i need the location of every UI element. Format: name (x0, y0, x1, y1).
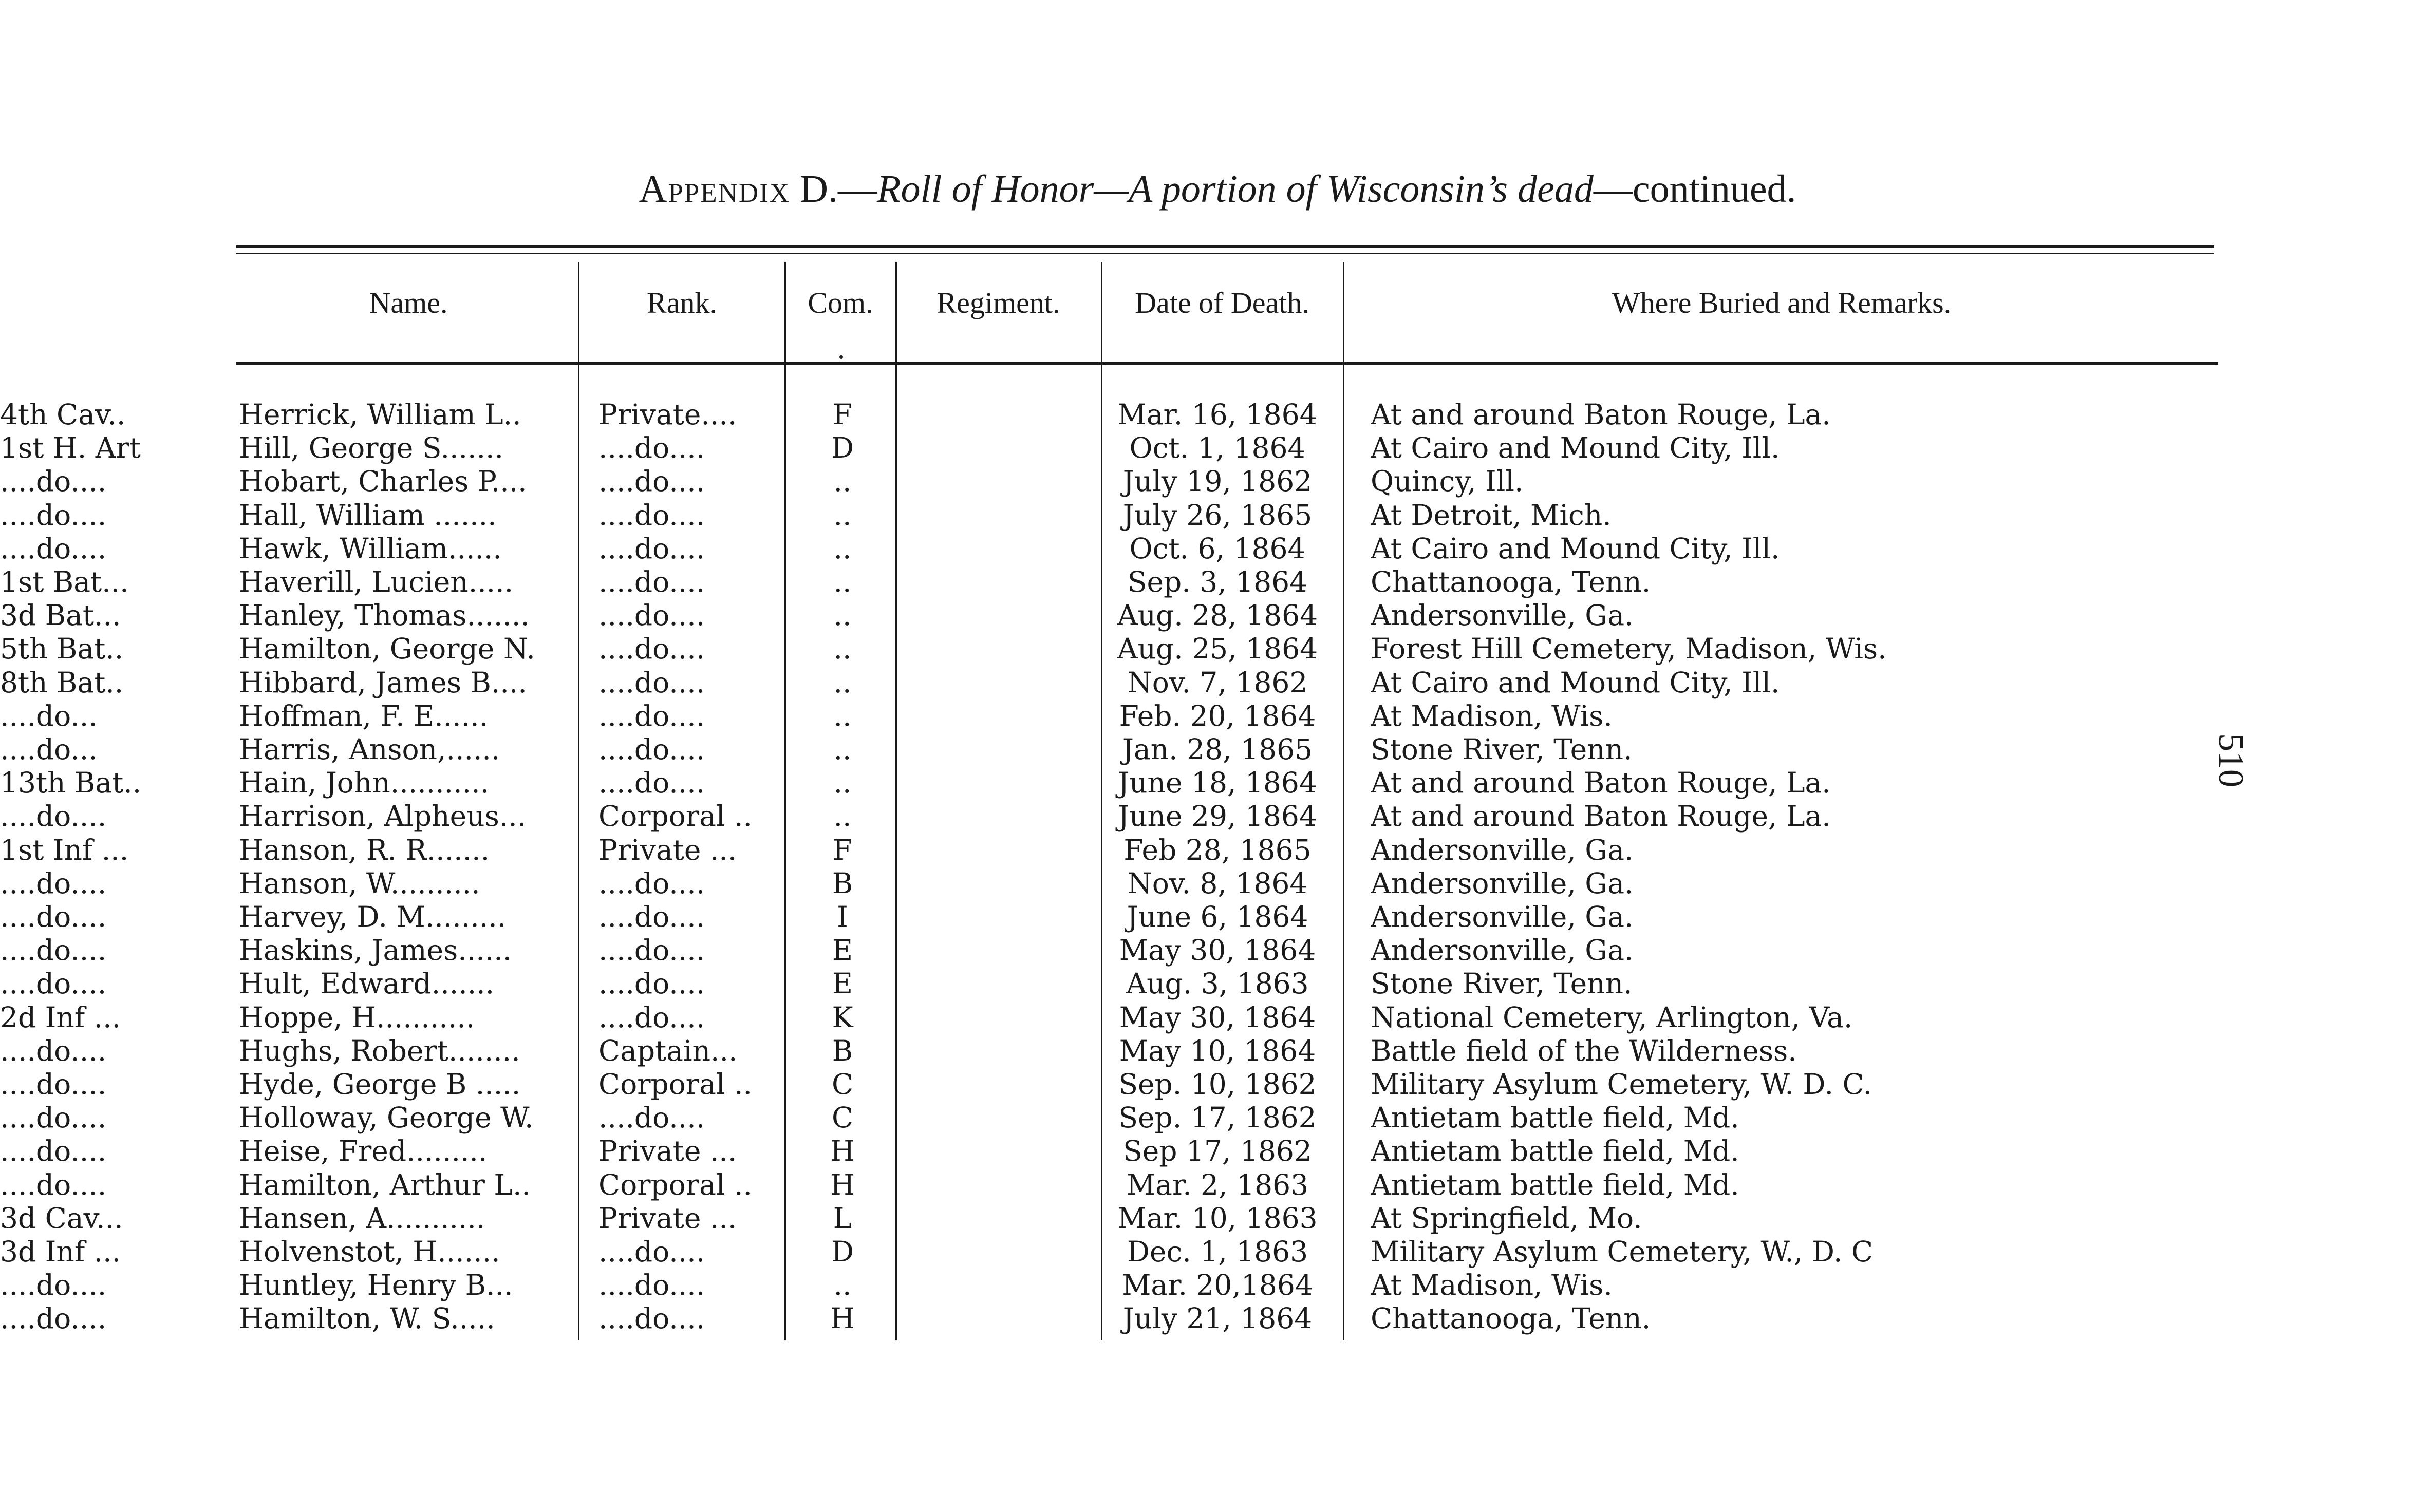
cell-burial: Andersonville, Ga. (1371, 867, 1634, 900)
header-regiment: Regiment. (936, 286, 1060, 319)
cell-rank: Captain... (598, 1034, 738, 1067)
cell-rank: Private ... (598, 1202, 737, 1235)
table-row (0, 464, 2435, 498)
cell-burial: Military Asylum Cemetery, W. D. C. (1371, 1068, 1872, 1101)
cell-rank: ....do.... (598, 1001, 705, 1034)
table-row (0, 1134, 2435, 1168)
table-row (0, 1235, 2435, 1269)
header-rank: Rank. (647, 286, 717, 319)
cell-rank: ....do.... (598, 431, 705, 464)
title-prefix: Appendix (639, 167, 791, 211)
table-row (0, 632, 2435, 666)
cell-burial: Andersonville, Ga. (1371, 599, 1634, 632)
cell-name: Hall, William ....... (239, 499, 497, 532)
cell-date: Sep. 3, 1864 (1127, 565, 1308, 598)
cell-burial: Andersonville, Ga. (1371, 900, 1634, 933)
cell-com: .. (833, 733, 852, 766)
table-row (0, 866, 2435, 900)
cell-name: Haverill, Lucien..... (239, 565, 514, 598)
cell-name: Herrick, William L.. (239, 398, 521, 431)
cell-com: E (832, 934, 853, 967)
cell-date: Sep 17, 1862 (1123, 1135, 1312, 1167)
cell-regiment: ....do.... (0, 867, 107, 900)
cell-date: Mar. 16, 1864 (1117, 398, 1318, 431)
cell-rank: Corporal .. (598, 800, 752, 833)
cell-rank: ....do.... (598, 700, 705, 732)
cell-burial: Antietam battle field, Md. (1371, 1168, 1739, 1201)
cell-regiment: 1st H. Art (0, 431, 141, 464)
table-row (0, 799, 2435, 833)
title-suffix: —continued. (1593, 167, 1796, 211)
table-row (0, 933, 2435, 967)
cell-regiment: ....do.... (0, 800, 107, 833)
page-number-text: 510 (2211, 733, 2251, 787)
table-row (0, 900, 2435, 934)
cell-name: Hamilton, Arthur L.. (239, 1168, 531, 1201)
cell-date: Feb 28, 1865 (1123, 834, 1312, 866)
cell-date: Aug. 28, 1864 (1117, 599, 1318, 632)
cell-burial: Battle field of the Wilderness. (1371, 1034, 1797, 1067)
header-com-dot: . (837, 331, 845, 365)
cell-burial: At and around Baton Rouge, La. (1371, 398, 1831, 431)
cell-regiment: ....do.... (0, 499, 107, 532)
cell-regiment: 3d Cav... (0, 1202, 123, 1235)
cell-date: June 18, 1864 (1118, 766, 1317, 799)
cell-name: Hanson, R. R....... (239, 834, 490, 866)
cell-regiment: ....do.... (0, 465, 107, 498)
cell-rank: ....do.... (598, 565, 705, 598)
cell-rank: ....do.... (598, 1101, 705, 1134)
table-row (0, 666, 2435, 700)
header-burial: Where Buried and Remarks. (1612, 286, 1952, 319)
cell-burial: Antietam battle field, Md. (1371, 1101, 1739, 1134)
cell-date: Mar. 2, 1863 (1126, 1168, 1309, 1201)
top-double-rule-lower (236, 253, 2214, 254)
title-letter: D.— (790, 167, 877, 211)
table-row (0, 833, 2435, 867)
cell-name: Haskins, James...... (239, 934, 512, 967)
cell-name: Hamilton, W. S..... (239, 1302, 495, 1335)
title-italic: Roll of Honor—A portion of Wisconsin’s dead (877, 167, 1594, 211)
cell-name: Hain, John........... (239, 766, 490, 799)
cell-burial: At Detroit, Mich. (1371, 499, 1612, 532)
cell-regiment: ....do.... (0, 1135, 107, 1167)
cell-rank: ....do.... (598, 666, 705, 699)
cell-burial: At and around Baton Rouge, La. (1371, 800, 1831, 833)
cell-rank: ....do.... (598, 1235, 705, 1268)
cell-rank: ....do.... (598, 900, 705, 933)
cell-rank: Private ... (598, 1135, 737, 1167)
cell-rank: ....do.... (598, 867, 705, 900)
cell-com: I (837, 900, 848, 933)
cell-name: Hoffman, F. E...... (239, 700, 489, 732)
cell-com: D (831, 431, 854, 464)
cell-burial: Chattanooga, Tenn. (1371, 565, 1651, 598)
cell-burial: Forest Hill Cemetery, Madison, Wis. (1371, 632, 1887, 665)
cell-name: Hult, Edward....... (239, 967, 495, 1000)
cell-rank: ....do.... (598, 766, 705, 799)
cell-com: C (831, 1101, 854, 1134)
cell-com: .. (833, 599, 852, 632)
cell-rank: Private.... (598, 398, 737, 431)
table-row (0, 967, 2435, 1000)
table-row (0, 699, 2435, 733)
cell-date: Mar. 10, 1863 (1117, 1202, 1318, 1235)
cell-date: Oct. 6, 1864 (1129, 532, 1306, 565)
cell-date: Oct. 1, 1864 (1129, 431, 1306, 464)
cell-burial: At Madison, Wis. (1371, 700, 1613, 732)
cell-regiment: 13th Bat.. (0, 766, 142, 799)
cell-regiment: 5th Bat.. (0, 632, 124, 665)
cell-burial: Quincy, Ill. (1371, 465, 1524, 498)
cell-rank: ....do.... (598, 1302, 705, 1335)
cell-date: Sep. 10, 1862 (1118, 1068, 1317, 1101)
cell-regiment: ....do.... (0, 1068, 107, 1101)
cell-name: Hanson, W.......... (239, 867, 480, 900)
cell-com: F (832, 834, 853, 866)
header-date: Date of Death. (1135, 286, 1309, 319)
cell-com: D (831, 1235, 854, 1268)
cell-name: Hobart, Charles P.... (239, 465, 527, 498)
cell-date: June 29, 1864 (1118, 800, 1317, 833)
table-row (0, 431, 2435, 465)
cell-rank: Corporal .. (598, 1168, 752, 1201)
table-row (0, 1201, 2435, 1235)
cell-burial: At and around Baton Rouge, La. (1371, 766, 1831, 799)
cell-name: Holloway, George W. (239, 1101, 534, 1134)
cell-date: Sep. 17, 1862 (1118, 1101, 1317, 1134)
cell-name: Heise, Fred......... (239, 1135, 488, 1167)
cell-regiment: ....do.... (0, 934, 107, 967)
cell-com: .. (833, 632, 852, 665)
cell-rank: ....do.... (598, 733, 705, 766)
cell-burial: At Cairo and Mound City, Ill. (1371, 532, 1780, 565)
table-row (0, 732, 2435, 766)
table-row (0, 1067, 2435, 1101)
cell-regiment: ....do.... (0, 1168, 107, 1201)
cell-date: Nov. 8, 1864 (1127, 867, 1308, 900)
cell-com: H (830, 1302, 855, 1335)
top-double-rule-upper (236, 245, 2214, 248)
table-row (0, 498, 2435, 532)
cell-com: .. (833, 800, 852, 833)
cell-name: Hansen, A........... (239, 1202, 485, 1235)
cell-name: Hoppe, H........... (239, 1001, 475, 1034)
cell-name: Hill, George S....... (239, 431, 503, 464)
table-row (0, 565, 2435, 599)
cell-burial: Antietam battle field, Md. (1371, 1135, 1739, 1167)
cell-regiment: 4th Cav.. (0, 398, 126, 431)
table-row (0, 1034, 2435, 1068)
cell-name: Hyde, George B ..... (239, 1068, 521, 1101)
cell-name: Hibbard, James B.... (239, 666, 527, 699)
cell-burial: Stone River, Tenn. (1371, 967, 1633, 1000)
cell-com: F (832, 398, 853, 431)
cell-regiment: ....do.... (0, 1269, 107, 1301)
cell-regiment: ....do.... (0, 900, 107, 933)
cell-name: Hughs, Robert........ (239, 1034, 520, 1067)
cell-date: Dec. 1, 1863 (1127, 1235, 1308, 1268)
cell-regiment: 8th Bat.. (0, 666, 124, 699)
cell-rank: ....do.... (598, 599, 705, 632)
cell-burial: At Cairo and Mound City, Ill. (1371, 431, 1780, 464)
cell-com: K (832, 1001, 853, 1034)
cell-com: C (831, 1068, 854, 1101)
cell-rank: ....do.... (598, 465, 705, 498)
cell-rank: Corporal .. (598, 1068, 752, 1101)
cell-regiment: ....do.... (0, 1034, 107, 1067)
cell-regiment: ....do... (0, 733, 98, 766)
cell-com: .. (833, 766, 852, 799)
cell-name: Harvey, D. M......... (239, 900, 507, 933)
cell-regiment: ....do.... (0, 967, 107, 1000)
cell-com: .. (833, 499, 852, 532)
cell-burial: Andersonville, Ga. (1371, 834, 1634, 866)
cell-date: July 26, 1865 (1122, 499, 1313, 532)
cell-date: May 30, 1864 (1119, 934, 1316, 967)
cell-rank: Private ... (598, 834, 737, 866)
cell-com: B (832, 1034, 853, 1067)
cell-regiment: ....do.... (0, 1101, 107, 1134)
cell-date: Jan. 28, 1865 (1122, 733, 1313, 766)
table-row (0, 598, 2435, 632)
cell-date: June 6, 1864 (1127, 900, 1308, 933)
page-title (0, 167, 2435, 212)
table-row (0, 1168, 2435, 1202)
cell-com: .. (833, 666, 852, 699)
cell-regiment: ....do... (0, 700, 98, 732)
cell-burial: Andersonville, Ga. (1371, 934, 1634, 967)
cell-date: Aug. 3, 1863 (1126, 967, 1309, 1000)
cell-com: .. (833, 565, 852, 598)
cell-regiment: 3d Inf ... (0, 1235, 121, 1268)
table-row (0, 398, 2435, 431)
header-name: Name. (369, 286, 448, 319)
cell-regiment: ....do.... (0, 1302, 107, 1335)
cell-date: Mar. 20,1864 (1122, 1269, 1313, 1301)
table-row (0, 1000, 2435, 1034)
cell-name: Harrison, Alpheus... (239, 800, 527, 833)
cell-com: .. (833, 1269, 852, 1301)
cell-regiment: 2d Inf ... (0, 1001, 121, 1034)
cell-regiment: 1st Bat... (0, 565, 129, 598)
table-row (0, 1301, 2435, 1335)
cell-name: Hanley, Thomas....... (239, 599, 530, 632)
header-com: Com. (808, 286, 873, 319)
cell-name: Hawk, William...... (239, 532, 502, 565)
cell-rank: ....do.... (598, 1269, 705, 1301)
cell-burial: Chattanooga, Tenn. (1371, 1302, 1651, 1335)
cell-name: Harris, Anson,...... (239, 733, 500, 766)
cell-date: July 21, 1864 (1122, 1302, 1313, 1335)
cell-rank: ....do.... (598, 532, 705, 565)
cell-date: Aug. 25, 1864 (1117, 632, 1318, 665)
cell-burial: At Springfield, Mo. (1371, 1202, 1642, 1235)
table-row (0, 532, 2435, 565)
cell-com: H (830, 1168, 855, 1201)
cell-com: H (830, 1135, 855, 1167)
cell-date: Nov. 7, 1862 (1127, 666, 1308, 699)
cell-burial: Stone River, Tenn. (1371, 733, 1633, 766)
cell-com: L (833, 1202, 852, 1235)
cell-date: May 10, 1864 (1119, 1034, 1316, 1067)
page-number (2210, 733, 2251, 787)
cell-rank: ....do.... (598, 632, 705, 665)
cell-burial: At Cairo and Mound City, Ill. (1371, 666, 1780, 699)
cell-com: E (832, 967, 853, 1000)
cell-date: July 19, 1862 (1122, 465, 1313, 498)
cell-com: .. (833, 700, 852, 732)
cell-date: May 30, 1864 (1119, 1001, 1316, 1034)
cell-burial: National Cemetery, Arlington, Va. (1371, 1001, 1853, 1034)
cell-burial: Military Asylum Cemetery, W., D. C (1371, 1235, 1874, 1268)
cell-com: B (832, 867, 853, 900)
cell-rank: ....do.... (598, 934, 705, 967)
cell-com: .. (833, 465, 852, 498)
cell-com: .. (833, 532, 852, 565)
cell-rank: ....do.... (598, 967, 705, 1000)
cell-burial: At Madison, Wis. (1371, 1269, 1613, 1301)
cell-date: Feb. 20, 1864 (1119, 700, 1316, 732)
cell-regiment: 3d Bat... (0, 599, 121, 632)
cell-regiment: 1st Inf ... (0, 834, 129, 866)
table-row (0, 1101, 2435, 1135)
header-bottom-rule (236, 362, 2218, 365)
cell-name: Hamilton, George N. (239, 632, 535, 665)
cell-name: Holvenstot, H....... (239, 1235, 500, 1268)
table-row (0, 766, 2435, 800)
table-row (0, 1268, 2435, 1302)
cell-regiment: ....do.... (0, 532, 107, 565)
cell-rank: ....do.... (598, 499, 705, 532)
cell-name: Huntley, Henry B... (239, 1269, 513, 1301)
